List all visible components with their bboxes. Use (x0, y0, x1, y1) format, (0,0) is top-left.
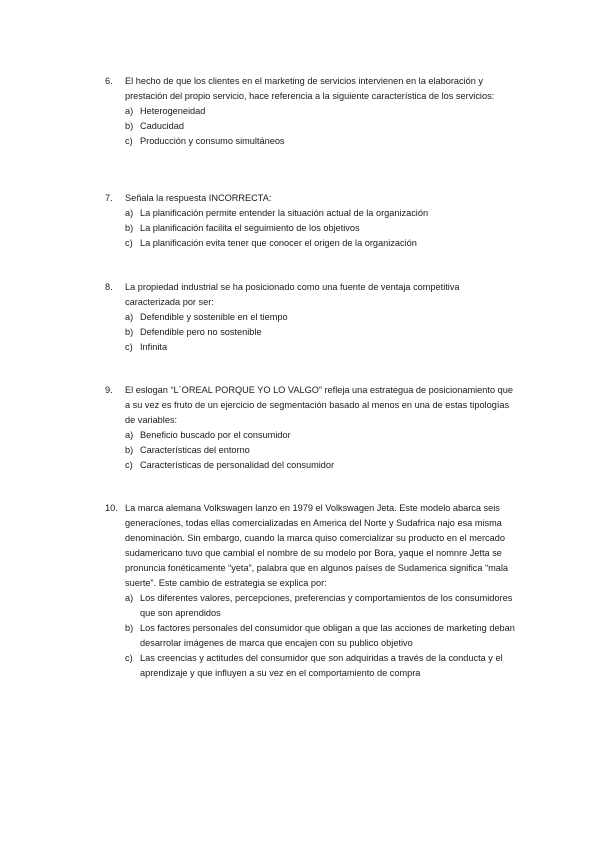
option-text: Beneficio buscado por el consumidor (140, 430, 291, 440)
option-letter: a) (125, 312, 134, 322)
option-letter: a) (125, 430, 134, 440)
option-text: Producción y consumo simultáneos (140, 136, 285, 146)
question-text: Señala la respuesta INCORRECTA: (125, 193, 272, 203)
option-a (105, 206, 515, 221)
option-letter: c) (125, 460, 133, 470)
question-text: El hecho de que los clientes en el marketing de servicios intervienen en la elaboración y prestación del propio servicio, hace referencia a la siguiente característica de los servicios: (125, 76, 495, 101)
question-text: El eslogan “L´OREAL PORQUE YO LO VALGO” refleja una estrategua de posicionamiento que a su vez es fruto de un ejercicio de segmentación basado al menos en una de estas tipologías de variables: (125, 385, 513, 425)
option-text: Caducidad (140, 121, 184, 131)
question-number: 10. (105, 503, 118, 513)
option-text: Los diferentes valores, percepciones, preferencias y comportamientos de los consumidores que son aprendidos (140, 593, 513, 618)
question-number: 8. (105, 282, 113, 292)
options-list (105, 428, 515, 473)
question-10 (105, 501, 515, 681)
option-letter: c) (125, 653, 133, 663)
question-number: 9. (105, 385, 113, 395)
option-letter: a) (125, 106, 134, 116)
question-text: La propiedad industrial se ha posicionado como una fuente de ventaja competitiva caracterizada por ser: (125, 282, 460, 307)
option-b (105, 119, 515, 134)
question-number: 6. (105, 76, 113, 86)
option-text: Defendible pero no sostenible (140, 327, 262, 337)
option-letter: b) (125, 121, 134, 131)
question-stem (105, 74, 515, 104)
option-text: Las creencias y actitudes del consumidor que son adquiridas a través de la conducta y el aprendizaje y que influyen a su vez en el comportamiento de compra (140, 653, 503, 678)
option-c (105, 134, 515, 149)
question-8 (105, 280, 515, 355)
option-c (105, 236, 515, 251)
question-6 (105, 74, 515, 149)
option-c (105, 340, 515, 355)
option-text: Heterogeneidad (140, 106, 206, 116)
option-a (105, 310, 515, 325)
question-stem (105, 383, 515, 428)
option-text: Los factores personales del consumidor que obligan a que las acciones de marketing deban desarrolar imágenes de marca que encajen con su publico objetivo (140, 623, 515, 648)
option-b (105, 621, 515, 651)
option-text: Infinita (140, 342, 168, 352)
option-letter: c) (125, 238, 133, 248)
option-b (105, 221, 515, 236)
option-a (105, 104, 515, 119)
option-c (105, 458, 515, 473)
options-list (105, 104, 515, 149)
option-letter: b) (125, 445, 134, 455)
question-number: 7. (105, 193, 113, 203)
option-text: La planificación evita tener que conocer el origen de la organización (140, 238, 417, 248)
options-list (105, 206, 515, 251)
option-a (105, 428, 515, 443)
option-letter: b) (125, 327, 134, 337)
option-text: Defendible y sostenible en el tiempo (140, 312, 288, 322)
option-letter: c) (125, 136, 133, 146)
options-list (105, 310, 515, 355)
question-text: La marca alemana Volkswagen lanzo en 1979 el Volkswagen Jeta. Este modelo abarca seis generacíones, todas ellas comercializadas en America del Norte y Sudafrica najo esa misma denominación. Sin embargo, cuando la marca quiso comercializar su producto en el mercado sudamericano tuvo que cambial el nombre de su modelo por Bora, yaque el nomnre Jetta se pronuncia fonéticamente “yeta”, palabra que en algunos países de Sudamerica significa “mala suerte”. Este cambio de estrategia se explica por: (125, 503, 509, 588)
options-list (105, 591, 515, 681)
option-a (105, 591, 515, 621)
option-letter: b) (125, 623, 134, 633)
question-7 (105, 191, 515, 251)
option-b (105, 325, 515, 340)
question-stem (105, 191, 515, 206)
option-letter: a) (125, 208, 134, 218)
option-text: La planificación facilita el seguimiento de los objetivos (140, 223, 360, 233)
option-b (105, 443, 515, 458)
question-stem (105, 280, 515, 310)
option-letter: c) (125, 342, 133, 352)
question-stem (105, 501, 515, 591)
option-letter: a) (125, 593, 134, 603)
option-letter: b) (125, 223, 134, 233)
option-text: Características de personalidad del consumidor (140, 460, 335, 470)
option-text: Características del entorno (140, 445, 250, 455)
option-text: La planificación permite entender la situación actual de la organización (140, 208, 429, 218)
option-c (105, 651, 515, 681)
question-9 (105, 383, 515, 473)
